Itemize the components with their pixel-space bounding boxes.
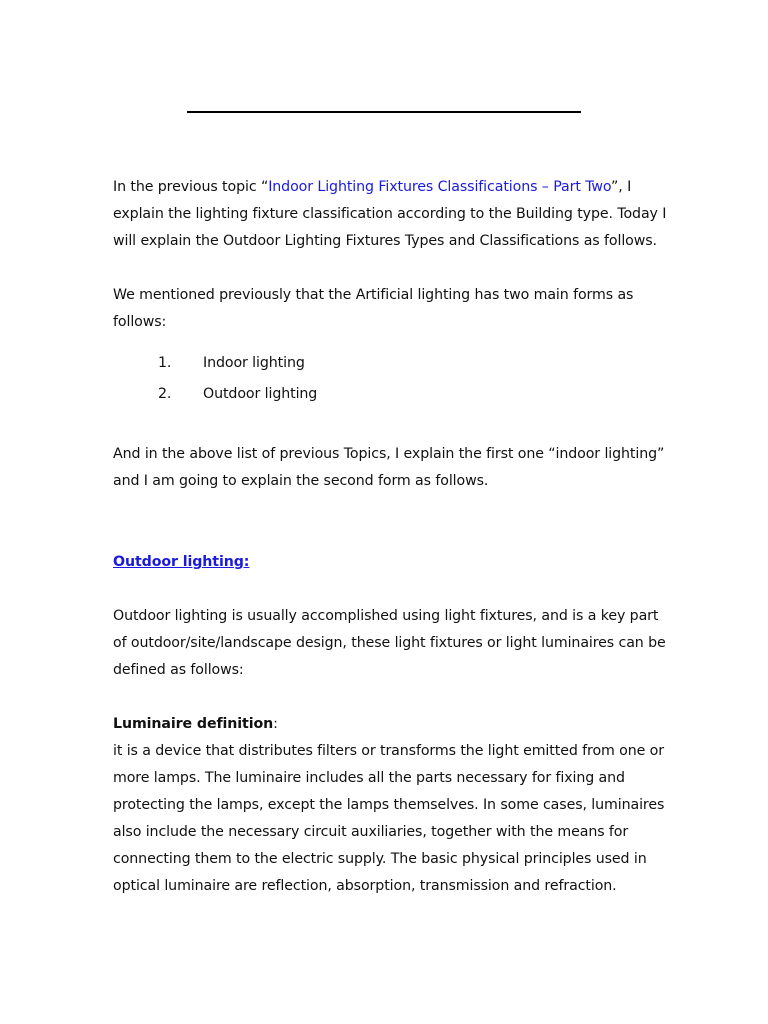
title-divider-line (187, 111, 581, 113)
list-item (113, 383, 673, 414)
list-item-label: Indoor lighting (203, 355, 305, 371)
intro-text-end: ”, I explain the lighting fixture classification according to the Building type. Today I will explain the Outdoor Lighting Fixtures Types and Classifications as follows. (113, 179, 667, 249)
definition-body: it is a device that distributes filters or transforms the light emitted from one or more lamps. The luminaire includes all the parts necessary for fixing and protecting the lamps, except the lamps themselves. In some cases, luminaires also include the necessary circuit auxiliaries, together with the means for connecting them to the electric supply. The basic physical principles used in optical luminaire are reflection, absorption, transmission and refraction. (113, 743, 665, 894)
list-item-label: Outdoor lighting (203, 386, 318, 402)
outdoor-lighting-heading[interactable]: Outdoor lighting: (113, 554, 250, 570)
previous-topic-link[interactable]: Indoor Lighting Fixtures Classifications – Part Two (268, 179, 612, 195)
intro-paragraph (113, 174, 673, 255)
definition-colon: : (273, 716, 278, 732)
lighting-forms-list (113, 352, 673, 414)
forms-intro-paragraph: We mentioned previously that the Artificial lighting has two main forms as follows: (113, 287, 634, 330)
article-body (113, 174, 673, 900)
list-item-number: 1. (158, 355, 172, 371)
intro-text-start: In the previous topic “ (113, 179, 269, 195)
list-item (113, 352, 673, 383)
transition-paragraph: And in the above list of previous Topics, I explain the first one “indoor lighting” and I am going to explain the second form as follows. (113, 446, 665, 489)
outdoor-lighting-intro: Outdoor lighting is usually accomplished using light fixtures, and is a key part of outdoor/site/landscape design, these light fixtures or light luminaires can be defined as follows: (113, 608, 666, 678)
list-item-number: 2. (158, 386, 172, 402)
definition-term: Luminaire definition (113, 716, 274, 732)
definition-term-line (113, 711, 673, 738)
